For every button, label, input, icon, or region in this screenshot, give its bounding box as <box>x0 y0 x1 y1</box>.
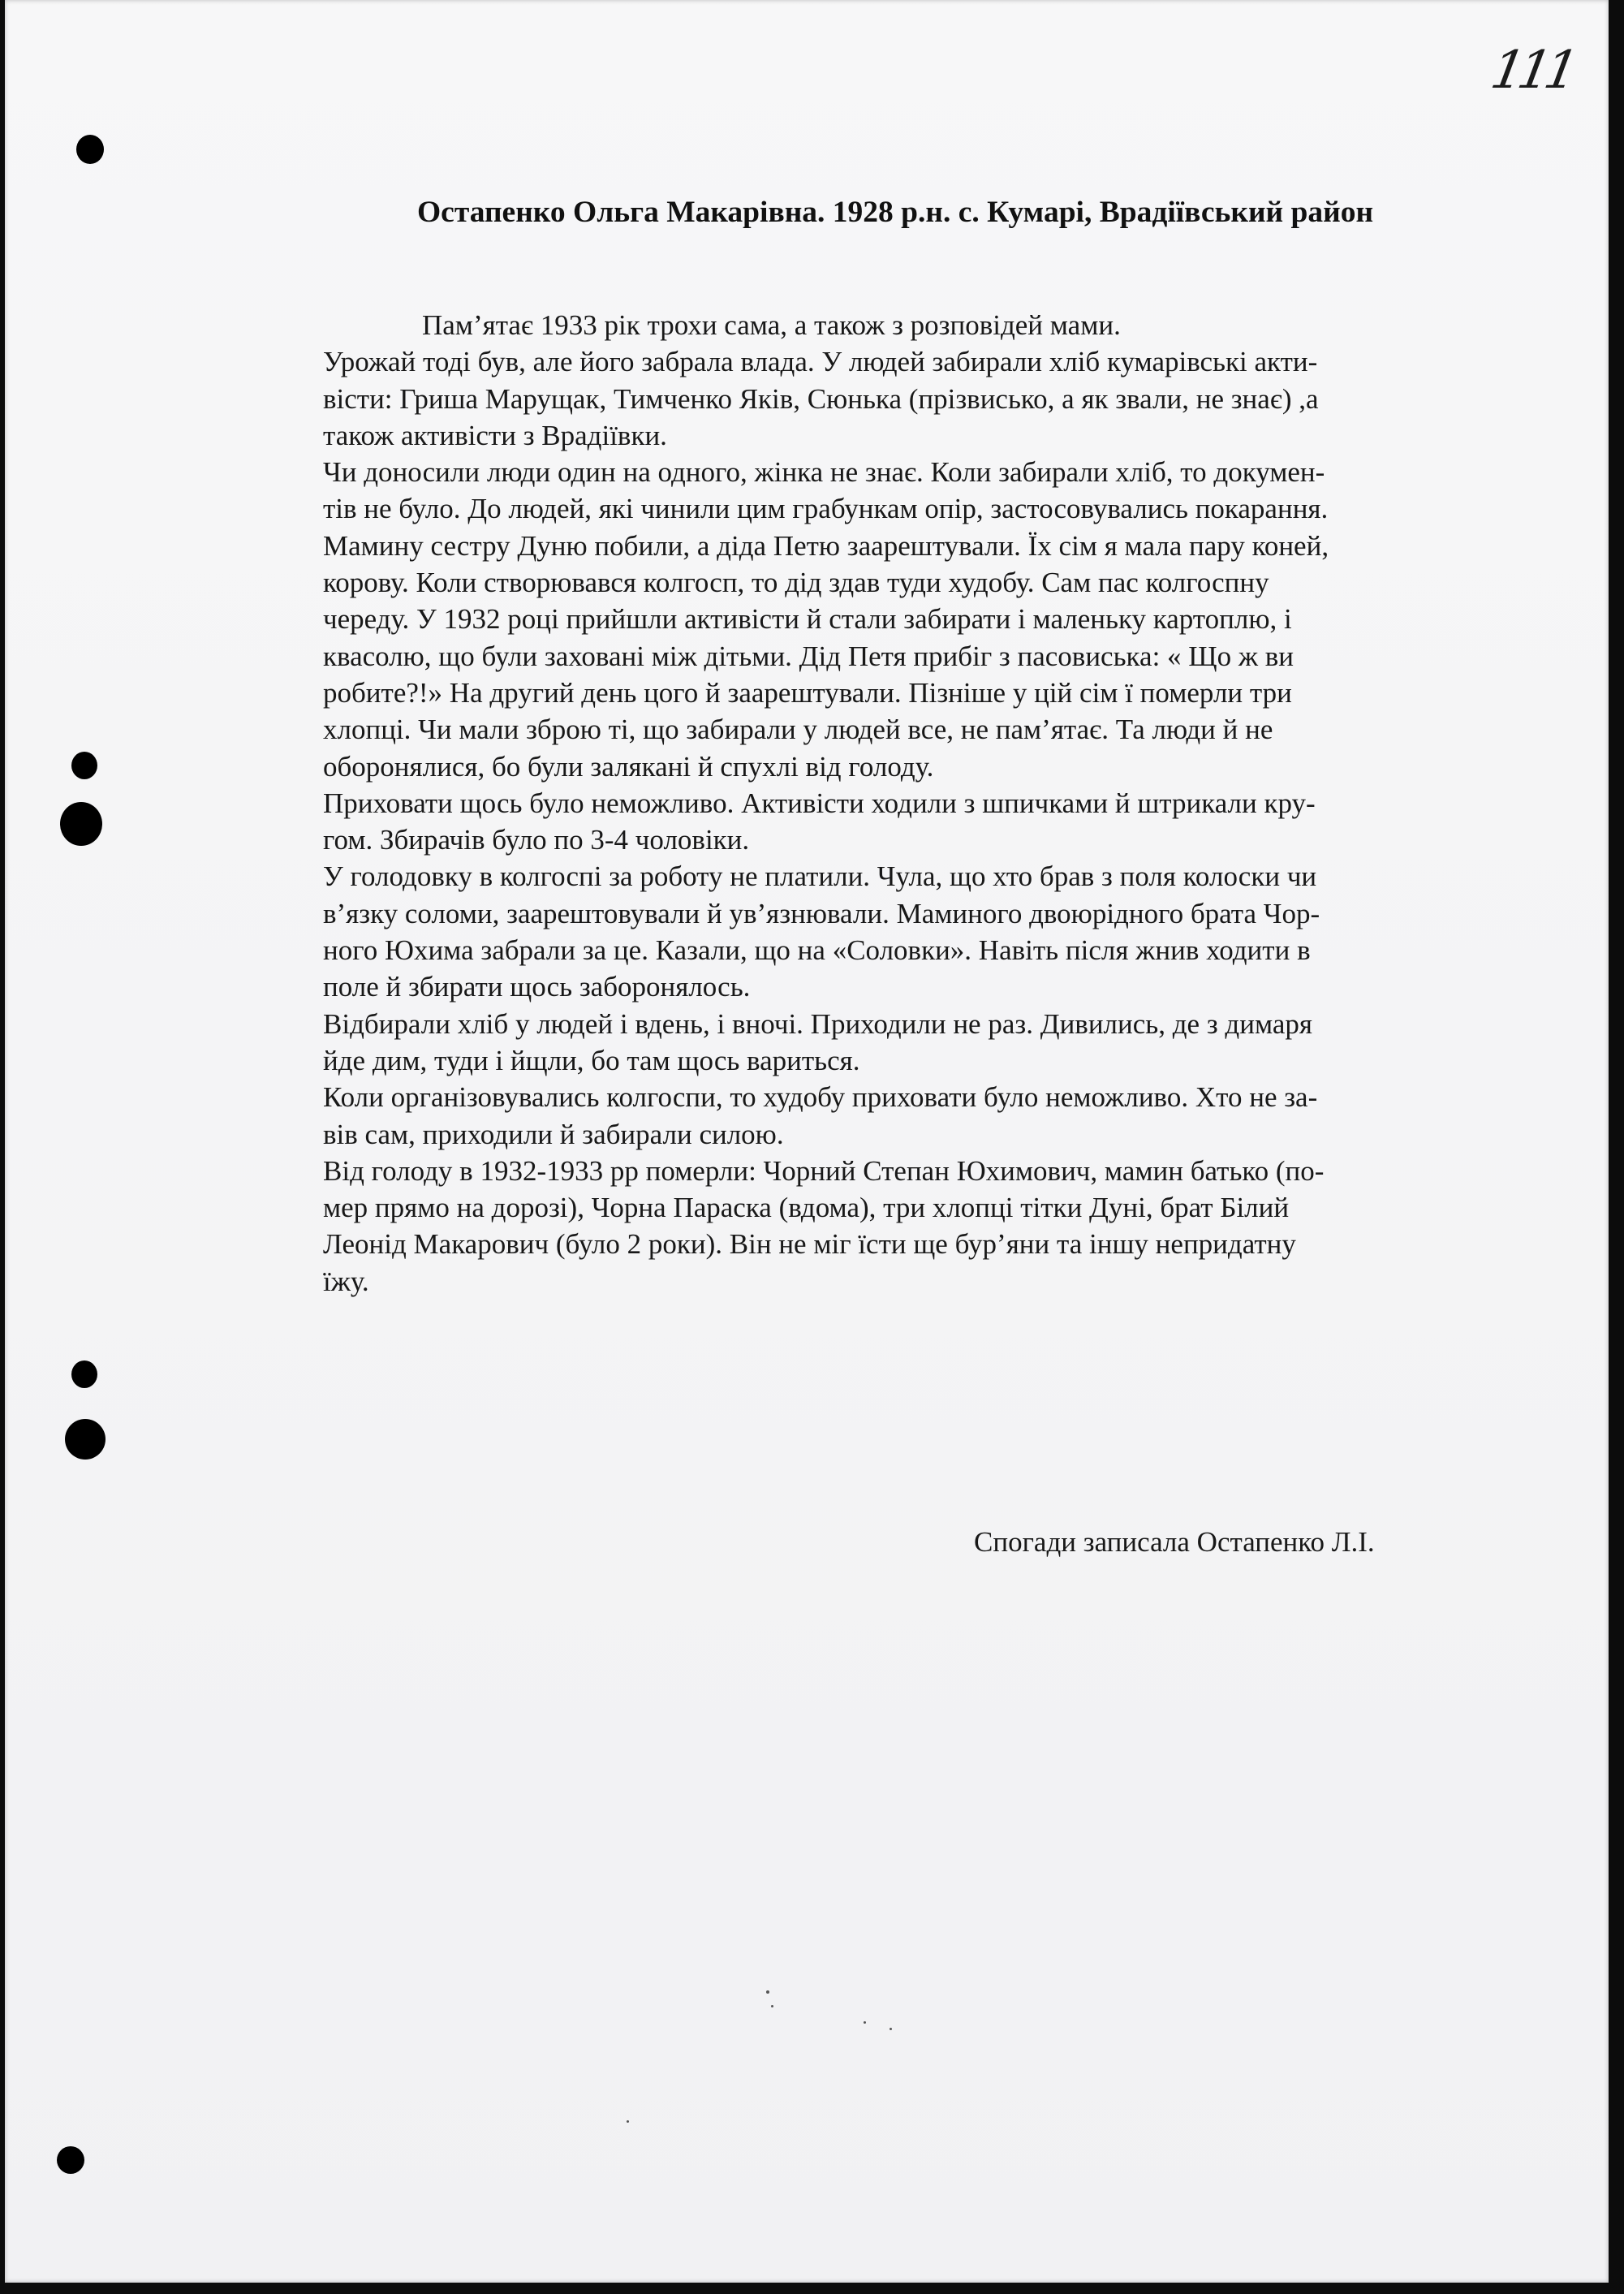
text-line: Мамину сестру Дуню побили, а діда Петю заарештували. Їх сім я мала пару коней, <box>323 529 1329 562</box>
punch-hole <box>71 1360 97 1388</box>
paper-speck <box>864 2021 866 2024</box>
paper-speck <box>771 2005 773 2007</box>
punch-hole <box>76 135 104 164</box>
text-line: гом. Збирачів було по 3-4 чоловіки. <box>323 824 750 856</box>
text-line: Чи доносили люди один на одного, жінка не знає. Коли забирали хліб, то докумен- <box>323 456 1325 489</box>
text-line: корову. Коли створювався колгосп, то дід здав туди худобу. Сам пас колгоспну <box>323 567 1269 599</box>
text-line: Від голоду в 1932-1933 рр померли: Чорний Степан Юхимович, мамин батько (по- <box>323 1154 1325 1187</box>
punch-hole <box>71 752 97 779</box>
text-line: хлопці. Чи мали зброю ті, що забирали у людей все, не пам’ятає. Та люди й не <box>323 714 1273 746</box>
text-line: Урожай тоді був, але його забрала влада. У людей забирали хліб кумарівські акти- <box>323 346 1318 378</box>
document-page <box>5 0 1609 2283</box>
text-line: вісти: Гриша Марущак, Тимченко Яків, Сюнька (прізвисько, а як звали, не знає) ,а <box>323 382 1319 415</box>
text-line: Коли організовувались колгоспи, то худобу приховати було неможливо. Хто не за- <box>323 1081 1318 1114</box>
text-line: їжу. <box>323 1265 369 1297</box>
testimony-body <box>323 307 1484 1300</box>
text-line: Приховати щось було неможливо. Активісти ходили з шпичками й штрикали кру- <box>323 787 1316 819</box>
punch-hole <box>65 1419 106 1460</box>
text-line: робите?!» На другий день цого й заарештували. Пізніше у цій сім ї померли три <box>323 676 1292 709</box>
text-line: У голодовку в колгоспі за роботу не платили. Чула, що хто брав з поля колоски чи <box>323 860 1317 893</box>
text-line: поле й збирати щось заборонялось. <box>323 971 751 1003</box>
document-heading: Остапенко Ольга Макарівна. 1928 р.н. с. Кумарі, Врадіївський район <box>417 196 1374 229</box>
paper-speck <box>627 2120 629 2123</box>
paper-speck <box>766 1990 769 1994</box>
punch-hole <box>57 2146 84 2174</box>
text-line: вів сам, приходили й забирали силою. <box>323 1118 784 1150</box>
text-line: ного Юхима забрали за це. Казали, що на «Соловки». Навіть після жнив ходити в <box>323 934 1311 967</box>
text-line: оборонялися, бо були залякані й спухлі від голоду. <box>323 750 934 783</box>
text-line: Леонід Макарович (було 2 роки). Він не міг їсти ще бур’яни та іншу непридатну <box>323 1228 1296 1261</box>
text-line: Пам’ятає 1933 рік трохи сама, а також з розповідей мами. <box>422 309 1121 341</box>
text-line: череду. У 1932 році прийшли активісти й стали забирати і маленьку картоплю, і <box>323 603 1292 636</box>
punch-hole <box>60 802 102 846</box>
text-line: також активісти з Врадіївки. <box>323 419 667 451</box>
paper-speck <box>890 2028 892 2030</box>
text-line: Відбирали хліб у людей і вдень, і вночі. Приходили не раз. Дивились, де з димаря <box>323 1007 1313 1040</box>
text-line: тів не було. До людей, які чинили цим грабункам опір, застосовувались покарання. <box>323 493 1329 525</box>
text-line: квасолю, що були заховані між дітьми. Дід Петя прибіг з пасовиська: « Що ж ви <box>323 640 1294 672</box>
recorder-signature: Спогади записала Остапенко Л.І. <box>974 1526 1375 1558</box>
text-line: в’язку соломи, заарештовували й ув’язнювали. Маминого двоюрідного брата Чор- <box>323 897 1320 929</box>
text-line: мер прямо на дорозі), Чорна Параска (вдома), три хлопці тітки Дуні, брат Білий <box>323 1192 1290 1224</box>
handwritten-page-number: 111 <box>1486 41 1577 101</box>
text-line: йде дим, туди і йщли, бо там щось вариться. <box>323 1044 860 1076</box>
